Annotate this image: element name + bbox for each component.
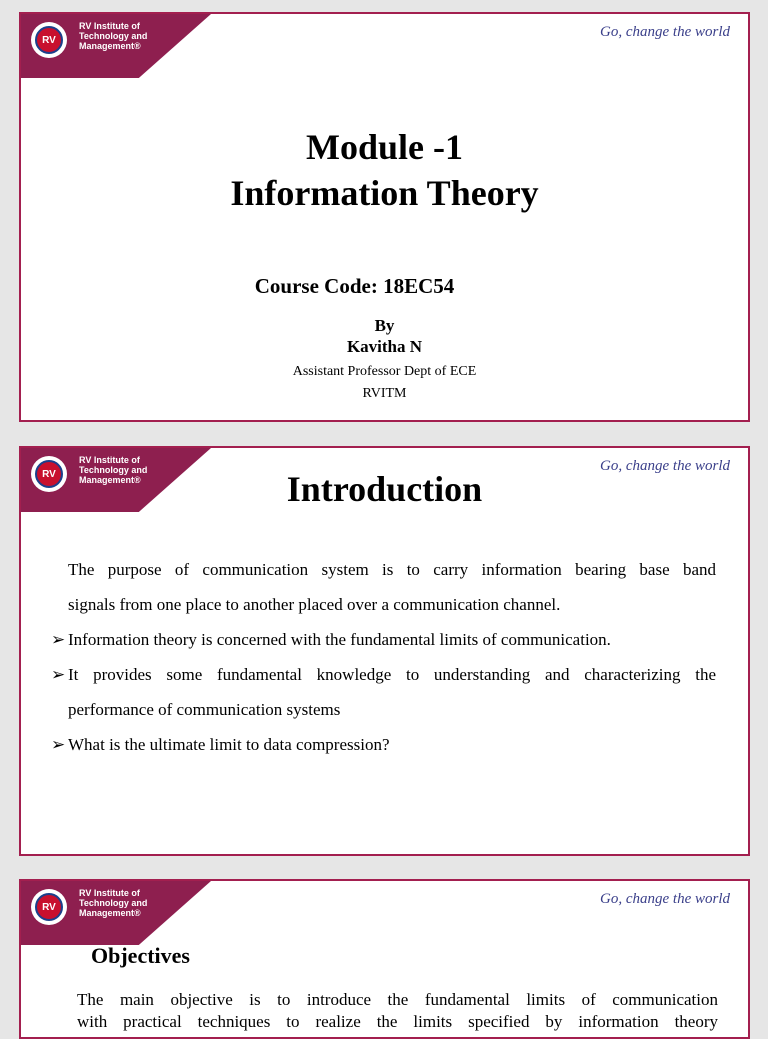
institute-line-2: Technology and (79, 31, 148, 41)
bullet-item (51, 628, 716, 663)
institute-line-1: RV Institute of (79, 888, 140, 898)
slide-heading: Objectives (91, 943, 190, 968)
institute-line-1: RV Institute of (79, 455, 140, 465)
bullet-text: What is the ultimate limit to data compression? (68, 735, 390, 754)
slide-objectives (19, 879, 750, 1039)
slide-heading: Introduction (286, 469, 483, 509)
rv-logo (31, 889, 67, 925)
institute-line-3: Management® (79, 475, 141, 485)
bullet-text: Information theory is concerned with the fundamental limits of communication. (68, 630, 611, 649)
body-line: signals from one place to another placed over a communication channel. (68, 595, 561, 614)
institute-line-1: RV Institute of (79, 21, 140, 31)
slide-body (77, 989, 718, 1033)
body-line: The purpose of communication system is to carry information bearing base band (68, 560, 716, 579)
bullet-item (51, 663, 716, 698)
rv-logo (31, 22, 67, 58)
by-label: By (374, 316, 395, 335)
arrow-bullet-icon: ➢ (51, 630, 66, 649)
institute-line-3: Management® (79, 908, 141, 918)
institute-line-2: Technology and (79, 898, 148, 908)
bullet-item (51, 733, 716, 768)
arrow-bullet-icon: ➢ (51, 665, 66, 684)
body-line: The main objective is to introduce the fundamental limits of communication (77, 990, 718, 1009)
bullet-text: It provides some fundamental knowledge to understanding and characterizing the (68, 665, 716, 684)
institute-name (79, 888, 179, 918)
module-title: Module -1 (306, 127, 463, 167)
arrow-bullet-icon: ➢ (51, 735, 66, 754)
slide-body (51, 558, 716, 768)
course-code: Course Code: 18EC54 (254, 274, 455, 298)
institute-line-3: Management® (79, 41, 141, 51)
rv-logo-icon: RV (35, 460, 63, 488)
body-line: performance of communication systems (68, 700, 341, 719)
slide-title (19, 12, 750, 422)
slide-introduction (19, 446, 750, 856)
body-line: with practical techniques to realize the limits specified by information theory (77, 1012, 718, 1031)
rv-logo-icon: RV (35, 893, 63, 921)
tagline: Go, change the world (600, 891, 730, 907)
author-org: RVITM (362, 386, 407, 401)
rv-logo-icon: RV (35, 26, 63, 54)
tagline: Go, change the world (600, 24, 730, 40)
author-role: Assistant Professor Dept of ECE (292, 364, 477, 379)
tagline: Go, change the world (600, 458, 730, 474)
author-name: Kavitha N (346, 337, 423, 356)
institute-line-2: Technology and (79, 465, 148, 475)
institute-name (79, 21, 179, 51)
subject-title: Information Theory (230, 173, 539, 213)
